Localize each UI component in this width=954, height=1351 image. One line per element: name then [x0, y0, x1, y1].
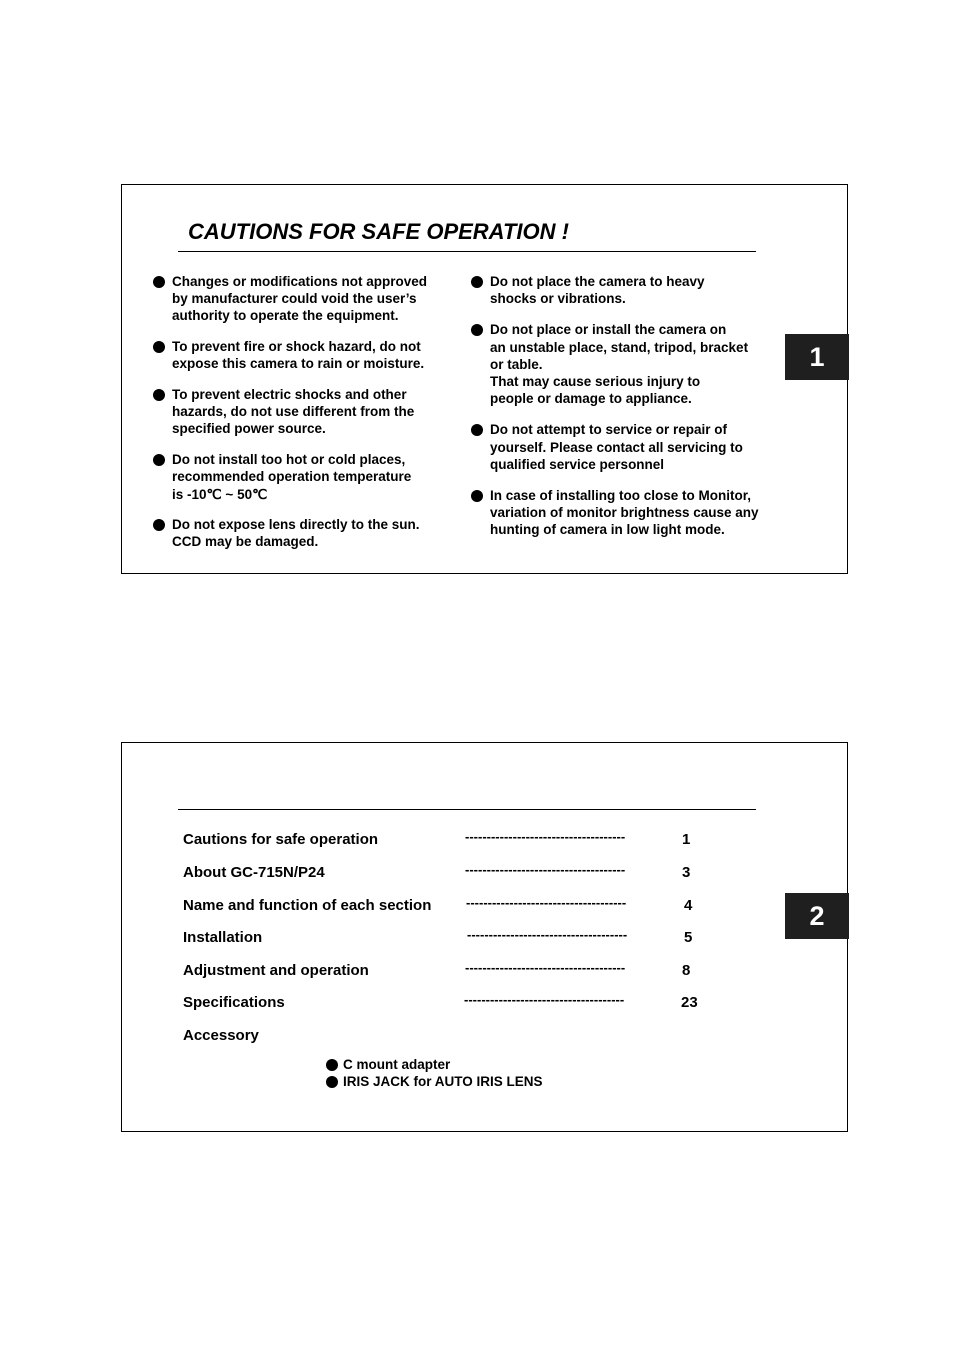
accessory-text: C mount adapter [343, 1057, 451, 1072]
cautions-title: CAUTIONS FOR SAFE OPERATION ! [188, 219, 569, 244]
caution-item [471, 273, 781, 307]
toc-page-number: 8 [682, 962, 691, 979]
toc-row[interactable] [183, 831, 723, 851]
caution-text: To prevent fire or shock hazard, do not expose this camera to rain or moisture. [172, 339, 425, 372]
accessory-item [326, 1073, 543, 1090]
cautions-left-column [153, 273, 453, 564]
accessory-heading-row [183, 1027, 723, 1047]
toc-label: Specifications [183, 994, 285, 1011]
title-underline [178, 251, 756, 252]
caution-item [153, 451, 453, 503]
toc-row[interactable] [183, 864, 723, 884]
toc-page-number: 5 [684, 929, 693, 946]
caution-text: To prevent electric shocks and other hazards, do not use different from the specified power source. [172, 387, 415, 437]
cautions-panel [121, 184, 848, 574]
toc-row[interactable] [183, 962, 723, 982]
toc-leader: ------------------------------------- [465, 960, 626, 975]
bullet-icon [471, 324, 483, 336]
bullet-icon [326, 1076, 338, 1088]
caution-item [153, 516, 453, 550]
toc-page-number: 1 [682, 831, 691, 848]
caution-item [471, 421, 781, 473]
toc-leader: ------------------------------------- [464, 992, 625, 1007]
toc-row[interactable] [183, 929, 723, 949]
bullet-icon [471, 424, 483, 436]
toc-label: About GC-715N/P24 [183, 864, 325, 881]
bullet-icon [326, 1059, 338, 1071]
contents-panel [121, 742, 848, 1132]
bullet-icon [153, 341, 165, 353]
toc-page-number: 23 [681, 994, 698, 1011]
caution-text: Do not install too hot or cold places, recommended operation temperature is -10℃ ~ 50℃ [172, 452, 412, 502]
bullet-icon [153, 454, 165, 466]
toc-label: Cautions for safe operation [183, 831, 379, 848]
toc-leader: ------------------------------------- [467, 927, 628, 942]
toc-label: Adjustment and operation [183, 962, 369, 979]
caution-text: Changes or modifications not approved by manufacturer could void the user’s authority to operate the equipment. [172, 274, 428, 324]
cautions-right-column [471, 273, 781, 553]
page-number-tab: 2 [785, 893, 849, 939]
caution-item [153, 386, 453, 438]
accessory-list [326, 1056, 543, 1090]
caution-item [471, 487, 781, 539]
toc-page-number: 3 [682, 864, 691, 881]
accessory-item [326, 1056, 543, 1073]
toc-label: Installation [183, 929, 263, 946]
accessory-heading: Accessory [183, 1027, 259, 1044]
toc-row[interactable] [183, 897, 723, 917]
caution-item [153, 338, 453, 372]
caution-text: Do not place or install the camera on an unstable place, stand, tripod, bracket or table. That may cause serious injury to people or damage to appliance. [490, 322, 749, 407]
toc-leader: ------------------------------------- [465, 862, 626, 877]
toc-leader: ------------------------------------- [465, 829, 626, 844]
bullet-icon [153, 389, 165, 401]
caution-text: Do not attempt to service or repair of yourself. Please contact all servicing to qualified service personnel [490, 422, 743, 472]
toc-page-number: 4 [684, 897, 693, 914]
bullet-icon [471, 276, 483, 288]
accessory-text: IRIS JACK for AUTO IRIS LENS [343, 1074, 543, 1089]
toc-label: Name and function of each section [183, 897, 432, 914]
caution-text: Do not expose lens directly to the sun. CCD may be damaged. [172, 517, 420, 550]
bullet-icon [153, 276, 165, 288]
contents-underline [178, 809, 756, 810]
bullet-icon [471, 490, 483, 502]
caution-item [471, 321, 781, 407]
caution-text: Do not place the camera to heavy shocks or vibrations. [490, 274, 705, 307]
bullet-icon [153, 519, 165, 531]
toc-row[interactable] [183, 994, 723, 1014]
toc-leader: ------------------------------------- [466, 895, 627, 910]
page-number-tab: 1 [785, 334, 849, 380]
caution-item [153, 273, 453, 325]
caution-text: In case of installing too close to Monitor, variation of monitor brightness cause any hunting of camera in low light mode. [490, 488, 759, 538]
